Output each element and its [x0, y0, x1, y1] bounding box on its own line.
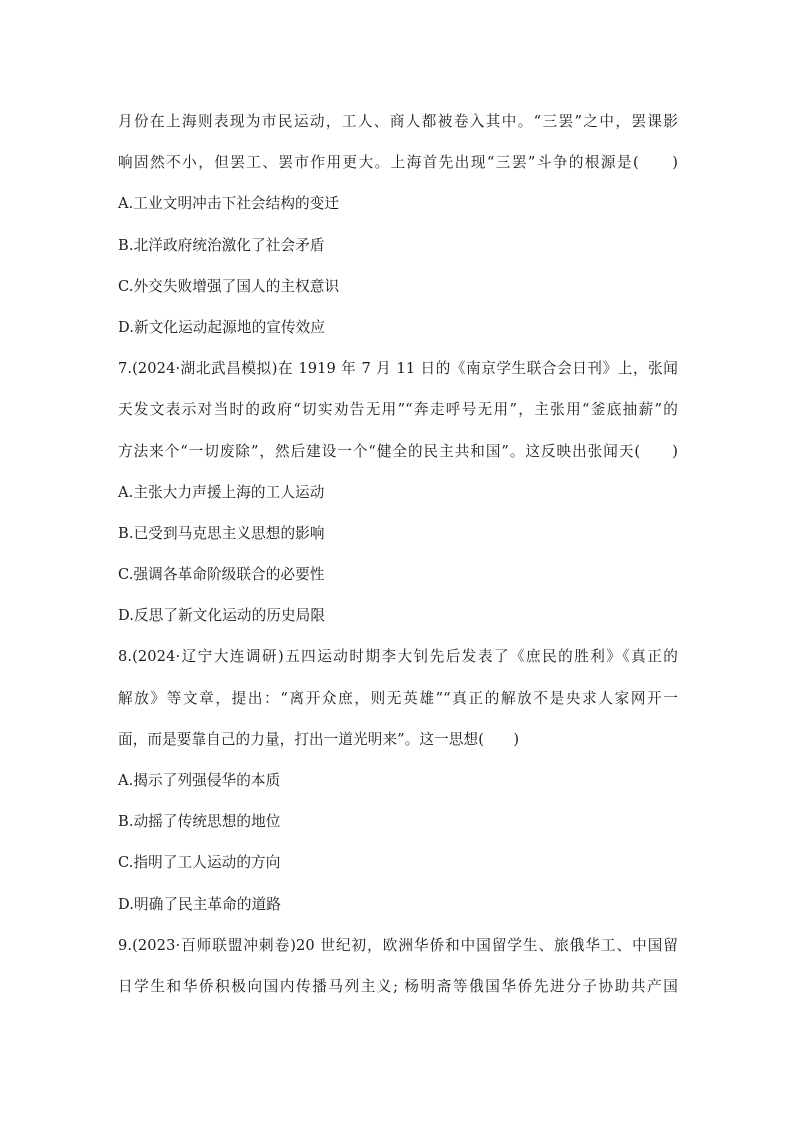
question-9-stem-line-1: 9.(2023·百师联盟冲刺卷)20 世纪初，欧洲华侨和中国留学生、旅俄华工、中国留	[118, 936, 678, 954]
question-7	[118, 348, 678, 636]
question-9	[118, 925, 678, 1007]
question-6-option-c: C.外交失败增强了国人的主权意识	[118, 277, 340, 295]
document-page	[118, 101, 678, 1007]
question-7-stem-line-3: 方法来个“一切废除”，然后建设一个“健全的民主共和国”。这反映出张闻天( )	[118, 442, 678, 460]
question-6-option-a: A.工业文明冲击下社会结构的变迁	[118, 195, 340, 213]
question-7-stem-line-2: 天发文表示对当时的政府“切实劝告无用”“奔走呼号无用”，主张用“釜底抽薪”的	[118, 401, 678, 419]
question-6-option-b: B.北洋政府统治激化了社会矛盾	[118, 236, 325, 254]
question-7-option-a: A.主张大力声援上海的工人运动	[118, 483, 325, 501]
question-8-stem-line-2: 解放》等文章，提出：“离开众庶，则无英雄”“真正的解放不是央求人家网开一	[118, 689, 678, 707]
question-6-option-d: D.新文化运动起源地的宣传效应	[118, 318, 326, 336]
question-8-stem-line-1: 8.(2024·辽宁大连调研)五四运动时期李大钊先后发表了《庶民的胜利》《真正的	[118, 648, 678, 666]
question-6-stem-line-1: 月份在上海则表现为市民运动，工人、商人都被卷入其中。“三罢”之中，罢课影	[118, 113, 678, 130]
question-9-stem-line-2: 日学生和华侨积极向国内传播马列主义; 杨明斋等俄国华侨先进分子协助共产国	[118, 977, 678, 995]
question-6	[118, 101, 678, 348]
question-7-option-c: C.强调各革命阶级联合的必要性	[118, 566, 325, 584]
question-6-stem-line-2: 响固然不小，但罢工、罢市作用更大。上海首先出现“三罢”斗争的根源是( )	[118, 154, 678, 172]
question-8-option-b: B.动摇了传统思想的地位	[118, 813, 281, 831]
question-8-option-a: A.揭示了列强侵华的本质	[118, 772, 281, 789]
question-8-stem-line-3: 面，而是要靠自己的力量，打出一道光明来”。这一思想( )	[118, 730, 520, 748]
question-7-stem-line-1: 7.(2024·湖北武昌模拟)在 1919 年 7 月 11 日的《南京学生联合会日刊》上，张闻	[118, 360, 678, 378]
question-7-option-d: D.反思了新文化运动的历史局限	[118, 607, 326, 625]
question-8	[118, 636, 678, 924]
question-7-option-b: B.已受到马克思主义思想的影响	[118, 524, 325, 542]
question-8-option-c: C.指明了工人运动的方向	[118, 854, 281, 872]
question-8-option-d: D.明确了民主革命的道路	[118, 895, 281, 913]
